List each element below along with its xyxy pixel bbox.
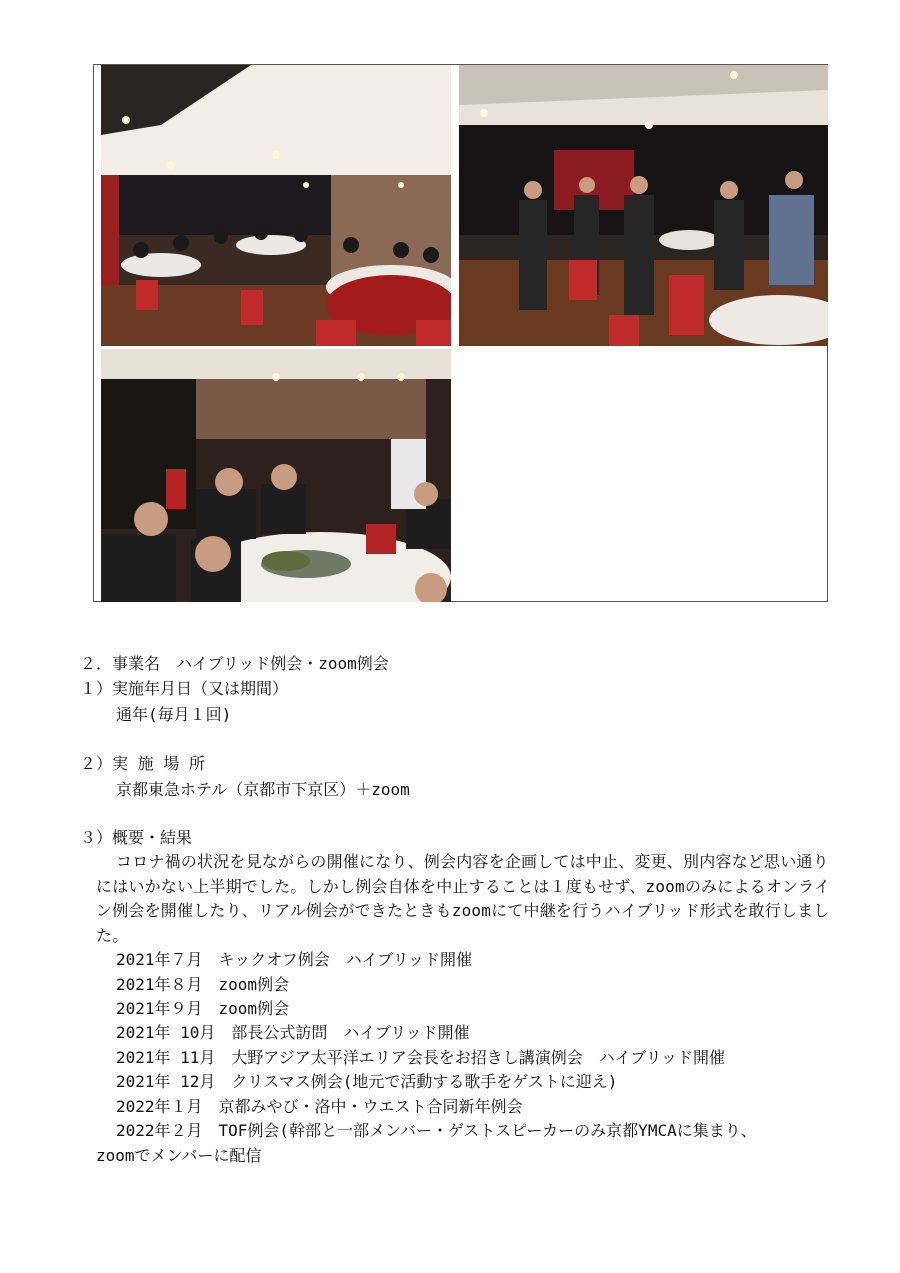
schedule-item: 2022年２月 TOF例会(幹部と一部メンバー・ゲストスピーカーのみ京都YMCAに集まり、	[116, 1121, 757, 1140]
banquet-hall-photo	[101, 65, 451, 346]
schedule-continuation: zoomでメンバーに配信	[96, 1146, 262, 1165]
schedule-item: 2021年７月 キックオフ例会 ハイブリッド開催	[116, 950, 472, 969]
item2-value: 京都東急ホテル（京都市下京区）＋zoom	[116, 780, 410, 799]
section-heading: ２．事業名 ハイブリッド例会・zoom例会	[80, 654, 389, 673]
item3-label: ３）概要・結果	[80, 828, 193, 847]
schedule-item: 2021年 11月 大野アジア太平洋エリア会長をお招きし講演例会 ハイブリッド開催	[116, 1048, 726, 1067]
schedule-item: 2021年 12月 クリスマス例会(地元で活動する歌手をゲストに迎え)	[116, 1072, 618, 1091]
toast-photo	[459, 65, 828, 346]
schedule-item: 2022年１月 京都みやび・洛中・ウエスト合同新年例会	[116, 1097, 523, 1116]
summary-paragraph: コロナ禍の状況を見ながらの開催になり、例会内容を企画しては中止、変更、別内容など思い通りにはいかない上半期でした。しかし例会自体を中止することは１度もせず、zoomのみによるオンライン例会を開催したり、リアル例会ができたときもzoomにて中継を行うハイブリッド形式を敢行しました。	[96, 852, 831, 945]
item1-value: 通年(毎月１回)	[116, 705, 232, 724]
item2-label: ２）実 施 場 所	[80, 754, 205, 773]
item1-label: １）実施年月日（又は期間）	[80, 679, 289, 698]
schedule-item: 2021年８月 zoom例会	[116, 975, 290, 994]
photo-grid	[93, 64, 828, 602]
dining-table-photo	[101, 349, 451, 602]
schedule-item: 2021年９月 zoom例会	[116, 999, 290, 1018]
schedule-item: 2021年 10月 部長公式訪問 ハイブリッド開催	[116, 1023, 470, 1042]
